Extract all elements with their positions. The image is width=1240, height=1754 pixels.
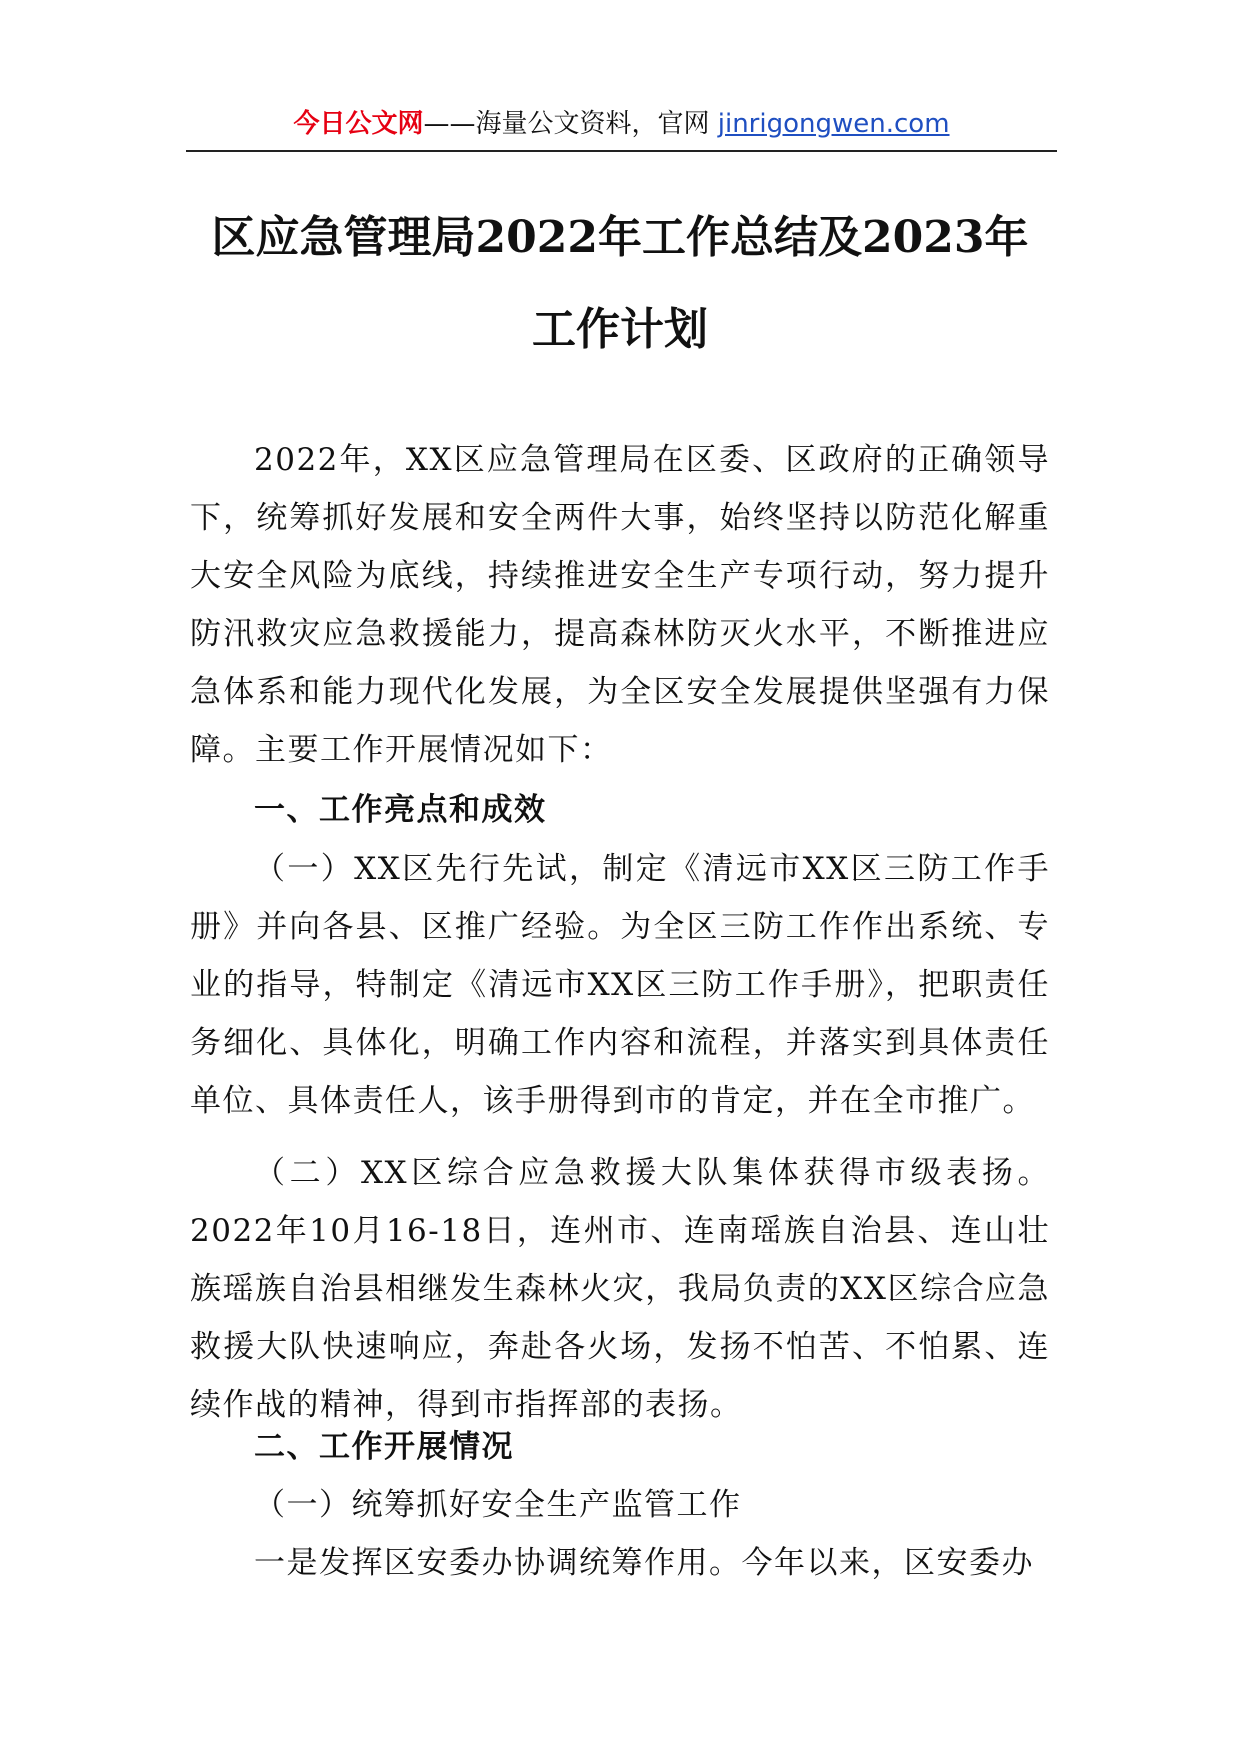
section-heading-1: 一、工作亮点和成效 [254,792,547,828]
subsection-heading-1: （一）统筹抓好安全生产监管工作 [254,1487,742,1523]
intro-paragraph: 2022年，XX区应急管理局在区委、区政府的正确领导下，统筹抓好发展和安全两件大事，始终坚持以防范化解重大安全风险为底线，持续推进安全生产专项行动，努力提升防汛救灾应急救援能力，提高森林防灭火水平，不断推进应急体系和能力现代化发展，为全区安全发展提供坚强有力保障。主要工作开展情况如下： [190,442,1050,768]
site-tagline: ——海量公文资料，官网 [423,109,718,139]
item-paragraph-1: （一）XX区先行先试，制定《清远市XX区三防工作手册》并向各县、区推广经验。为全区三防工作作出系统、专业的指导，特制定《清远市XX区三防工作手册》，把职责任务细化、具体化，明确工作内容和流程，并落实到具体责任单位、具体责任人，该手册得到市的肯定，并在全市推广。 [190,851,1050,1119]
item-paragraph-2: （二）XX区综合应急救援大队集体获得市级表扬。2022年10月16-18日，连州市、连南瑶族自治县、连山壮族瑶族自治县相继发生森林火灾，我局负责的XX区综合应急救援大队快速响应，奔赴各火场，发扬不怕苦、不怕累、连续作战的精神，得到市指挥部的表扬。 [190,1155,1050,1423]
site-brand: 今日公文网 [293,109,424,139]
paragraph-start: 一是发挥区安委办协调统筹作用。今年以来，区安委办 [254,1545,1034,1581]
section-heading-2: 二、工作开展情况 [254,1429,514,1465]
site-url-link[interactable]: jinrigongwen.com [717,109,950,139]
document-title-line-1: 区应急管理局2022年工作总结及2023年 [211,212,1029,263]
header-divider [186,150,1057,152]
document-title-line-2: 工作计划 [532,304,708,355]
site-header [186,104,1057,144]
